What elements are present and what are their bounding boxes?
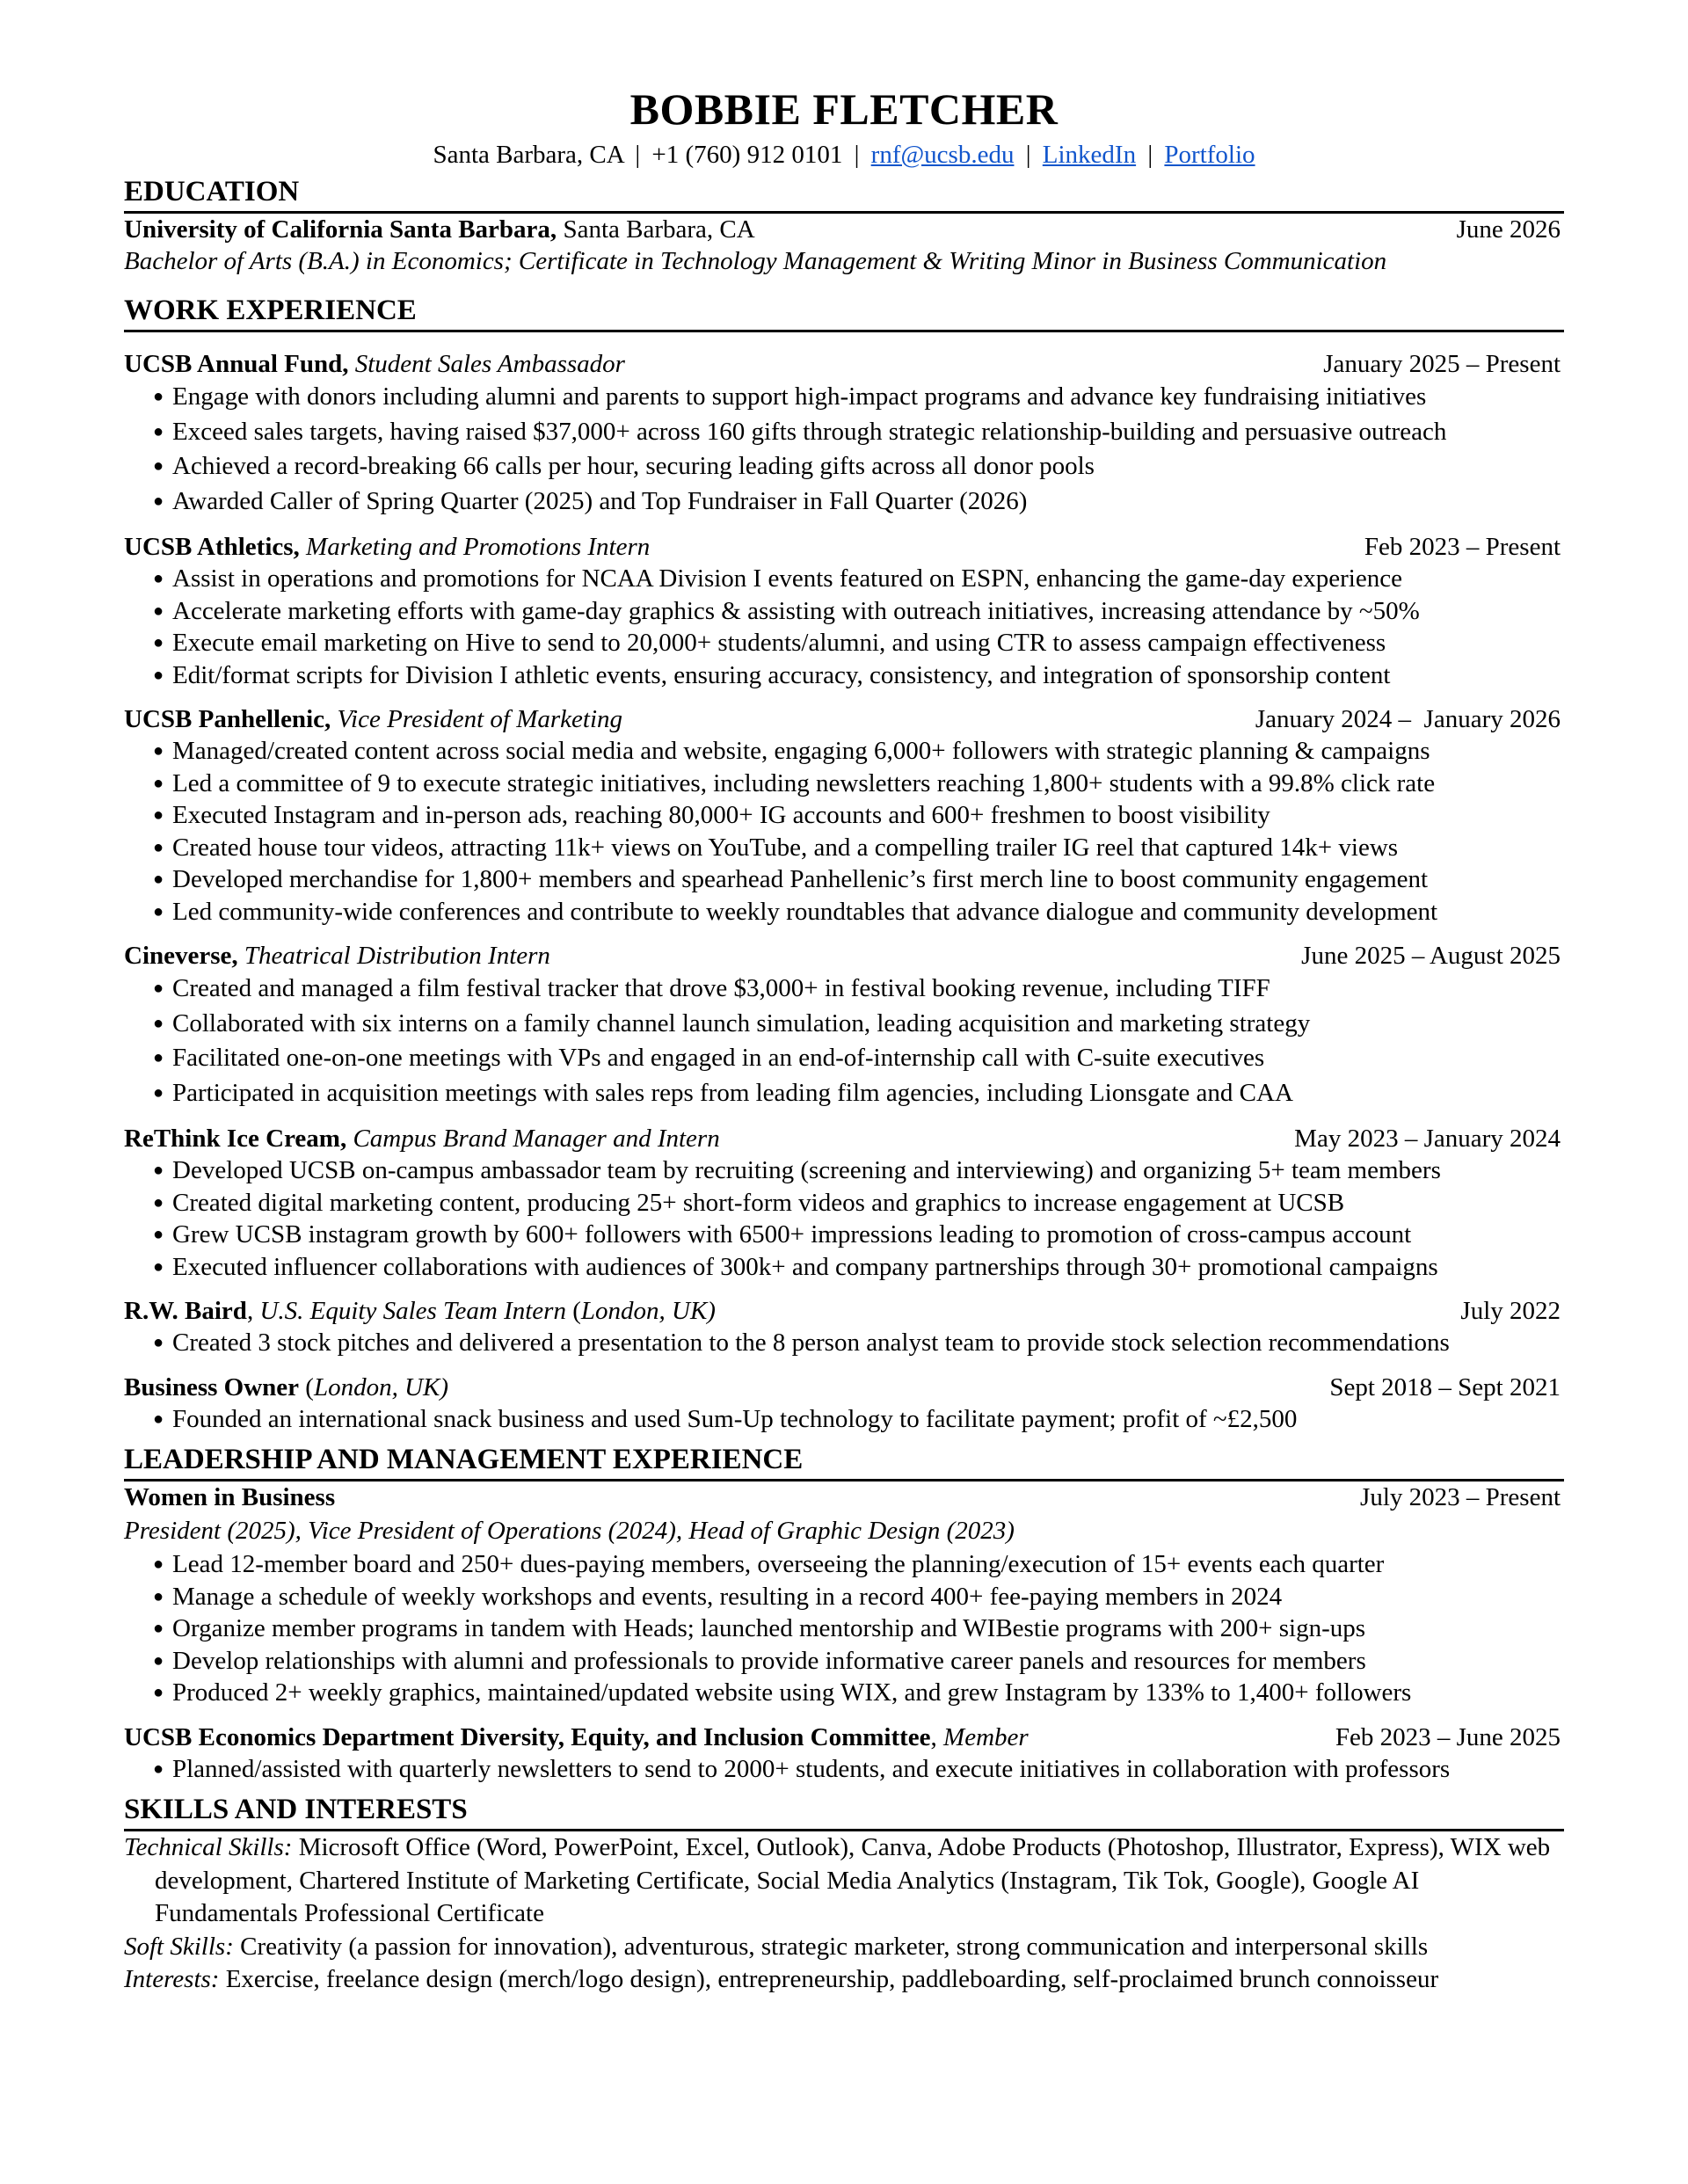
work-entry	[124, 1372, 1564, 1436]
section-title-work: WORK EXPERIENCE	[124, 295, 417, 326]
contact-line	[124, 139, 1564, 171]
school-location: Santa Barbara, CA	[557, 215, 755, 244]
entry-location: London, UK)	[313, 1372, 449, 1401]
separator: |	[854, 141, 860, 169]
education-entry-header	[124, 214, 1564, 245]
bullet-list	[124, 1403, 1564, 1436]
entry-header	[124, 1481, 1564, 1513]
work-entry	[124, 703, 1564, 928]
role: Student Sales Ambassador	[348, 350, 625, 378]
bullet-list	[124, 380, 1564, 519]
skills-block	[124, 1831, 1564, 1997]
interests	[124, 1963, 1564, 1997]
bullet-item: ● Created digital marketing content, producing 25+ short-form videos and graphics to increase engagement at UCSB	[155, 1187, 1564, 1219]
work-entry	[124, 348, 1564, 519]
entry-header	[124, 703, 1564, 735]
email-link[interactable]: rnf@ucsb.edu	[870, 141, 1015, 169]
bullet-item: ● Led community-wide conferences and contribute to weekly roundtables that advance dialogue and community development	[155, 896, 1564, 928]
bullet-item: ● Engage with donors including alumni and parents to support high-impact programs and advance key fundraising initiatives	[155, 380, 1564, 415]
bullet-item: ● Founded an international snack business and used Sum-Up technology to facilitate payment; profit of ~£2,500	[155, 1403, 1564, 1436]
linkedin-link[interactable]: LinkedIn	[1042, 141, 1137, 169]
technical-skills-label: Technical Skills:	[124, 1833, 293, 1861]
entry-location: London, UK)	[580, 1297, 716, 1325]
separator: |	[1025, 141, 1031, 169]
entry-header	[124, 1295, 1564, 1327]
bullet-item: ● Developed UCSB on-campus ambassador team by recruiting (screening and interviewing) and organizing 5+ team members	[155, 1154, 1564, 1187]
portfolio-link[interactable]: Portfolio	[1164, 141, 1255, 169]
org-name: UCSB Panhellenic,	[124, 705, 331, 733]
bullet-list	[124, 1548, 1564, 1709]
bullet-item: ● Created 3 stock pitches and delivered a presentation to the 8 person analyst team to provide stock selection recommendations	[155, 1327, 1564, 1359]
org-name: ReThink Ice Cream,	[124, 1125, 347, 1153]
entry-date: January 2024 – January 2026	[1255, 705, 1561, 733]
graduation-date: June 2026	[1456, 215, 1561, 244]
bullet-list	[124, 563, 1564, 691]
role: Marketing and Promotions Intern	[299, 533, 651, 561]
location: Santa Barbara, CA	[433, 141, 624, 169]
school-name: University of California Santa Barbara,	[124, 215, 557, 244]
bullet-item: ● Developed merchandise for 1,800+ members and spearhead Panhellenic’s first merch line to boost community engagement	[155, 863, 1564, 896]
soft-skills-value: Creativity (a passion for innovation), adventurous, strategic marketer, strong communication and interpersonal skills	[233, 1932, 1429, 1961]
entry-date: January 2025 – Present	[1323, 350, 1561, 378]
bullet-item: ● Lead 12-member board and 250+ dues-paying members, overseeing the planning/execution of 15+ events each quarter	[155, 1548, 1564, 1581]
punctuation: ,	[246, 1297, 260, 1325]
entry-header	[124, 531, 1564, 563]
org-name: R.W. Baird	[124, 1297, 247, 1325]
separator: |	[1147, 141, 1153, 169]
technical-skills	[124, 1831, 1564, 1931]
bullet-item: ● Created house tour videos, attracting 11k+ views on YouTube, and a compelling trailer IG reel that captured 14k+ views	[155, 832, 1564, 864]
leadership-entry	[124, 1481, 1564, 1709]
work-entry	[124, 531, 1564, 691]
entry-header	[124, 1372, 1564, 1403]
entry-date: Feb 2023 – Present	[1364, 533, 1561, 561]
entry-date: May 2023 – January 2024	[1294, 1125, 1561, 1153]
work-entry	[124, 1123, 1564, 1283]
separator: |	[635, 141, 641, 169]
bullet-list	[124, 1753, 1564, 1786]
role: Vice President of Marketing	[331, 705, 623, 733]
bullet-item: ● Manage a schedule of weekly workshops and events, resulting in a record 400+ fee-paying members in 2024	[155, 1581, 1564, 1613]
leadership-entry	[124, 1722, 1564, 1786]
soft-skills-label: Soft Skills:	[124, 1932, 234, 1961]
work-entry	[124, 1295, 1564, 1359]
entry-date: July 2023 – Present	[1360, 1483, 1561, 1511]
bullet-item: ● Accelerate marketing efforts with game-day graphics & assisting with outreach initiatives, increasing attendance by ~50%	[155, 595, 1564, 628]
interests-value: Exercise, freelance design (merch/logo design), entrepreneurship, paddleboarding, self-proclaimed brunch connoisseur	[219, 1965, 1439, 1993]
entry-header	[124, 940, 1564, 972]
technical-skills-value: Microsoft Office (Word, PowerPoint, Excel, Outlook), Canva, Adobe Products (Photoshop, Illustrator, Express), WIX web development, Chartered Institute of Marketing Certificate, Social Media Analytics (Instagram, Tik Tok, Google), Google AI Fundamentals Professional Certificate	[155, 1833, 1551, 1927]
punctuation: ,	[930, 1722, 944, 1751]
entry-date: Sept 2018 – Sept 2021	[1329, 1372, 1561, 1401]
org-name: Business Owner	[124, 1372, 300, 1401]
entry-date: July 2022	[1460, 1297, 1561, 1325]
bullet-item: ● Grew UCSB instagram growth by 600+ followers with 6500+ impressions leading to promotion of cross-campus account	[155, 1219, 1564, 1251]
interests-label: Interests:	[124, 1965, 220, 1993]
bullet-list	[124, 735, 1564, 928]
bullet-list	[124, 1154, 1564, 1283]
role: Campus Brand Manager and Intern	[346, 1125, 720, 1153]
bullet-item: ● Executed influencer collaborations with audiences of 300k+ and company partnerships through 30+ promotional campaigns	[155, 1251, 1564, 1284]
degree: Bachelor of Arts (B.A.) in Economics; Certificate in Technology Management & Writing Minor in Business Communication	[124, 247, 1387, 275]
bullet-item: ● Assist in operations and promotions for NCAA Division I events featured on ESPN, enhancing the game-day experience	[155, 563, 1564, 595]
bullet-item: ● Executed Instagram and in-person ads, reaching 80,000+ IG accounts and 600+ freshmen to boost visibility	[155, 799, 1564, 832]
punctuation: (	[565, 1297, 581, 1325]
role: Member	[943, 1722, 1029, 1751]
punctuation: (	[299, 1372, 314, 1401]
bullet-item: ● Produced 2+ weekly graphics, maintained/updated website using WIX, and grew Instagram by 133% to 1,400+ followers	[155, 1677, 1564, 1709]
bullet-list	[124, 1327, 1564, 1359]
org-name: Cineverse,	[124, 942, 238, 970]
candidate-name: BOBBIE FLETCHER	[629, 84, 1059, 134]
org-name: UCSB Economics Department Diversity, Equity, and Inclusion Committee	[124, 1722, 931, 1751]
bullet-item: ● Collaborated with six interns on a family channel launch simulation, leading acquisition and marketing strategy	[155, 1007, 1564, 1042]
phone: +1 (760) 912 0101	[651, 141, 843, 169]
section-title-education: EDUCATION	[124, 176, 300, 207]
entry-date: June 2025 – August 2025	[1301, 942, 1561, 970]
bullet-item: ● Execute email marketing on Hive to send to 20,000+ students/alumni, and using CTR to assess campaign effectiveness	[155, 627, 1564, 659]
org-name: Women in Business	[124, 1483, 336, 1511]
bullet-item: ● Created and managed a film festival tracker that drove $3,000+ in festival booking revenue, including TIFF	[155, 972, 1564, 1007]
soft-skills	[124, 1931, 1564, 1964]
resume-page	[124, 84, 1564, 1997]
entry-header	[124, 1123, 1564, 1154]
bullet-item: ● Managed/created content across social media and website, engaging 6,000+ followers with strategic planning & campaigns	[155, 735, 1564, 768]
bullet-item: ● Awarded Caller of Spring Quarter (2025) and Top Fundraiser in Fall Quarter (2026)	[155, 484, 1564, 520]
org-name: UCSB Annual Fund,	[124, 350, 349, 378]
roles-held: President (2025), Vice President of Operations (2024), Head of Graphic Design (2023)	[124, 1517, 1015, 1545]
entry-header	[124, 348, 1564, 380]
bullet-item: ● Achieved a record-breaking 66 calls per hour, securing leading gifts across all donor pools	[155, 449, 1564, 484]
role: U.S. Equity Sales Team Intern	[259, 1297, 566, 1325]
bullet-item: ● Planned/assisted with quarterly newsletters to send to 2000+ students, and execute initiatives in collaboration with professors	[155, 1753, 1564, 1786]
org-name: UCSB Athletics,	[124, 533, 300, 561]
section-title-skills: SKILLS AND INTERESTS	[124, 1794, 468, 1825]
bullet-item: ● Develop relationships with alumni and professionals to provide informative career panels and resources for members	[155, 1645, 1564, 1678]
entry-date: Feb 2023 – June 2025	[1335, 1722, 1561, 1751]
bullet-item: ● Facilitated one-on-one meetings with VPs and engaged in an end-of-internship call with C-suite executives	[155, 1041, 1564, 1076]
bullet-item: ● Participated in acquisition meetings with sales reps from leading film agencies, including Lionsgate and CAA	[155, 1076, 1564, 1111]
entry-header	[124, 1722, 1564, 1753]
bullet-item: ● Exceed sales targets, having raised $37,000+ across 160 gifts through strategic relationship-building and persuasive outreach	[155, 415, 1564, 450]
bullet-item: ● Edit/format scripts for Division I athletic events, ensuring accuracy, consistency, and integration of sponsorship content	[155, 659, 1564, 692]
bullet-list	[124, 972, 1564, 1110]
bullet-item: ● Organize member programs in tandem with Heads; launched mentorship and WIBestie programs with 200+ sign-ups	[155, 1613, 1564, 1645]
bullet-item: ● Led a committee of 9 to execute strategic initiatives, including newsletters reaching 1,800+ students with a 99.8% click rate	[155, 768, 1564, 800]
role: Theatrical Distribution Intern	[237, 942, 550, 970]
section-title-leadership: LEADERSHIP AND MANAGEMENT EXPERIENCE	[124, 1444, 804, 1475]
work-entry	[124, 940, 1564, 1110]
